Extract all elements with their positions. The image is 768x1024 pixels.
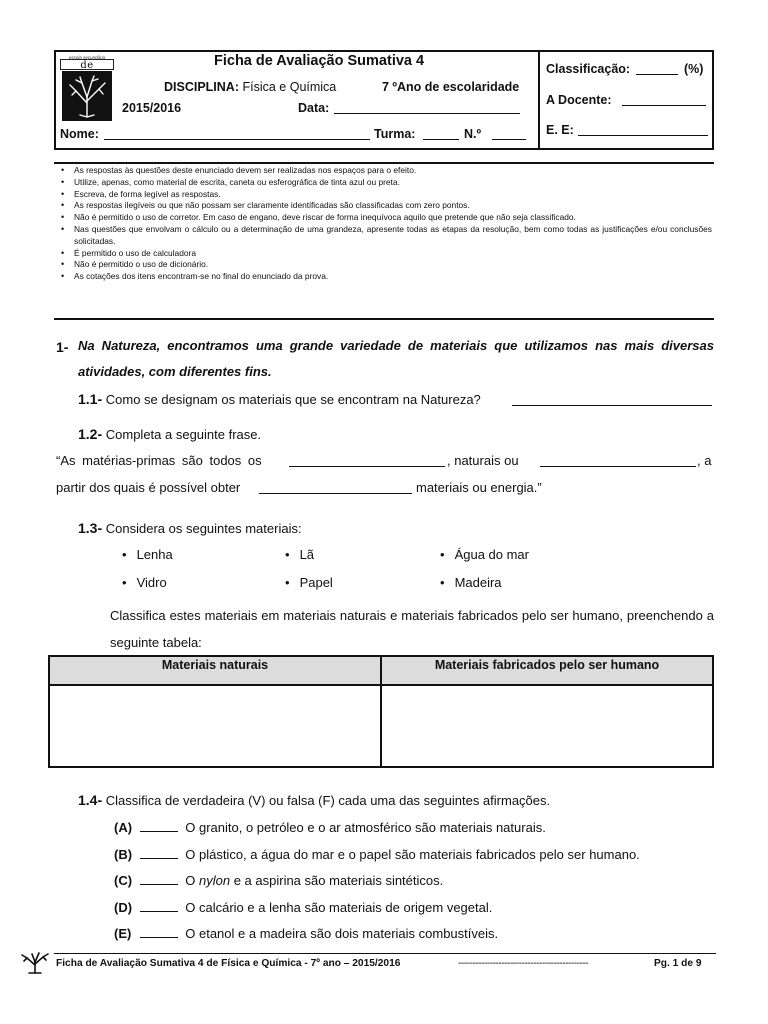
number-label: N.º <box>464 127 482 141</box>
table-header-natural: Materiais naturais <box>161 658 269 672</box>
instruction-item: • É permitido o uso de calculadora <box>58 248 712 260</box>
material-item: • Lã <box>285 547 314 562</box>
page-title: Ficha de Avaliação Sumativa 4 <box>214 53 425 69</box>
statement-answer-field[interactable] <box>140 819 178 832</box>
statement-answer-field[interactable] <box>140 872 178 885</box>
tree-icon <box>62 71 112 121</box>
statement-a <box>114 819 546 835</box>
discipline-value: Física e Química <box>242 80 337 94</box>
material-item: • Papel <box>285 575 333 590</box>
instruction-item: • Escreva, de forma legível as respostas. <box>58 189 712 201</box>
footer-text: Ficha de Avaliação Sumativa 4 de Física e Química - 7º ano – 2015/2016 <box>56 958 401 969</box>
instruction-item: • As respostas às questões deste enunciado devem ser realizadas nos espaços para o efeito. <box>58 165 712 177</box>
footer-tree-icon <box>18 950 52 974</box>
name-field[interactable] <box>104 139 370 140</box>
question-1-4-text: Classifica de verdadeira (V) ou falsa (F) cada uma das seguintes afirmações. <box>105 793 551 808</box>
statement-text: O plástico, a água do mar e o papel são materiais fabricados pelo ser humano. <box>185 847 640 862</box>
statement-text-pre: O <box>185 873 196 888</box>
question-1-2-number: 1.2- <box>78 426 103 442</box>
statement-answer-field[interactable] <box>140 925 178 938</box>
material-item: • Madeira <box>440 575 502 590</box>
sentence-part-d: partir dos quais é possível obter <box>56 480 241 495</box>
table-cell-manufactured[interactable] <box>383 687 712 766</box>
statement-d <box>114 899 492 915</box>
instruction-item: • Nas questões que envolvam o cálculo ou a determinação de uma grandeza, apresente todas as etapas da resolução, bem como todas as justificações e/ou conclusões solicitadas. <box>58 224 712 248</box>
answer-1-1-field[interactable] <box>512 405 712 406</box>
date-field[interactable] <box>334 113 520 114</box>
statement-text: O etanol e a madeira são dois materiais combustíveis. <box>185 926 499 941</box>
statement-letter: (D) <box>114 900 133 915</box>
teacher-field[interactable] <box>622 105 706 106</box>
grade-unit: (%) <box>684 62 704 76</box>
statement-answer-field[interactable] <box>140 846 178 859</box>
statement-letter: (C) <box>114 873 133 888</box>
statement-text: O calcário e a lenha são materiais de origem vegetal. <box>185 900 493 915</box>
class-field[interactable] <box>423 139 459 140</box>
sentence-part-c: , a <box>697 453 712 468</box>
discipline <box>164 80 336 94</box>
instructions-bottom-rule <box>54 318 714 320</box>
sentence-part-b: , naturais ou <box>447 453 519 468</box>
table-cell-natural[interactable] <box>50 687 379 766</box>
instructions-top-rule <box>54 162 714 164</box>
statement-letter: (B) <box>114 847 133 862</box>
date-label: Data: <box>298 101 330 115</box>
statement-c <box>114 872 443 888</box>
question-1-2-text: Completa a seguinte frase. <box>105 427 262 442</box>
grade-field[interactable] <box>636 74 678 75</box>
instructions-list <box>58 165 712 283</box>
question-1-1-number: 1.1- <box>78 391 103 407</box>
statement-text-post: e a aspirina são materiais sintéticos. <box>233 873 444 888</box>
year-level: 7 ºAno de escolaridade <box>382 80 520 94</box>
discipline-label: DISCIPLINA: <box>164 80 239 94</box>
answer-1-2-blank-1[interactable] <box>289 466 445 467</box>
statement-text-italic: nylon <box>199 873 231 888</box>
instruction-item: • Utilize, apenas, como material de escrita, caneta ou esferográfica de tinta azul ou preta. <box>58 177 712 189</box>
instruction-item: • As respostas ilegíveis ou que não possam ser claramente identificadas são classificadas com zero pontos. <box>58 200 712 212</box>
instruction-item: • As cotações dos itens encontram-se no final do enunciado da prova. <box>58 271 712 283</box>
instruction-item: • Não é permitido o uso de corretor. Em caso de engano, deve riscar de forma inequívoca aquilo que pretende que não seja classificado. <box>58 212 712 224</box>
question-1-4 <box>78 792 550 808</box>
statement-text: O granito, o petróleo e o ar atmosférico são materiais naturais. <box>185 820 546 835</box>
statement-letter: (E) <box>114 926 132 941</box>
answer-1-2-blank-3[interactable] <box>259 493 412 494</box>
number-field[interactable] <box>492 139 526 140</box>
question-1-3-instruction: Classifica estes materiais em materiais naturais e materiais fabricados pelo ser humano, preenchendo a seguinte tabela: <box>110 608 714 650</box>
guardian-field[interactable] <box>578 135 708 136</box>
material-item: • Água do mar <box>440 547 529 562</box>
footer-rule <box>54 953 716 954</box>
question-1-3-text: Considera os seguintes materiais: <box>105 521 302 536</box>
question-1-number: 1- <box>56 339 69 355</box>
material-item: • Lenha <box>122 547 173 562</box>
material-item: • Vidro <box>122 575 167 590</box>
grade-label: Classificação: <box>546 62 631 76</box>
guardian-label: E. E: <box>546 123 574 137</box>
question-1-3-number: 1.3- <box>78 520 103 536</box>
question-1-1-text: Como se designam os materiais que se encontram na Natureza? <box>105 392 481 407</box>
class-label: Turma: <box>374 127 416 141</box>
sentence-part-e: materiais ou energia.” <box>416 480 542 495</box>
name-label: Nome: <box>60 127 99 141</box>
statement-b <box>114 846 640 862</box>
statement-e <box>114 925 498 941</box>
answer-1-2-blank-2[interactable] <box>540 466 696 467</box>
question-1-3 <box>78 520 302 536</box>
header-divider <box>538 50 540 150</box>
school-year: 2015/2016 <box>122 101 182 115</box>
logo-school-text: escola secundária <box>68 55 106 60</box>
footer-dashes: --------------------------------------------- <box>458 958 589 969</box>
question-1-4-number: 1.4- <box>78 792 103 808</box>
question-1-1 <box>78 391 481 407</box>
instruction-item: • Não é permitido o uso de dicionário. <box>58 259 712 271</box>
logo-school-name: de <box>60 59 114 70</box>
statement-answer-field[interactable] <box>140 899 178 912</box>
school-logo <box>60 55 114 123</box>
question-1-intro: Na Natureza, encontramos uma grande variedade de materiais que utilizamos nas mais diversas atividades, com diferentes fins. <box>78 338 714 379</box>
statement-letter: (A) <box>114 820 133 835</box>
table-header-manufactured: Materiais fabricados pelo ser humano <box>434 658 660 672</box>
page-number: Pg. 1 de 9 <box>654 958 702 969</box>
question-1-2 <box>78 426 261 442</box>
sentence-part-a: “As matérias-primas são todos os <box>56 453 262 468</box>
teacher-label: A Docente: <box>546 93 612 107</box>
